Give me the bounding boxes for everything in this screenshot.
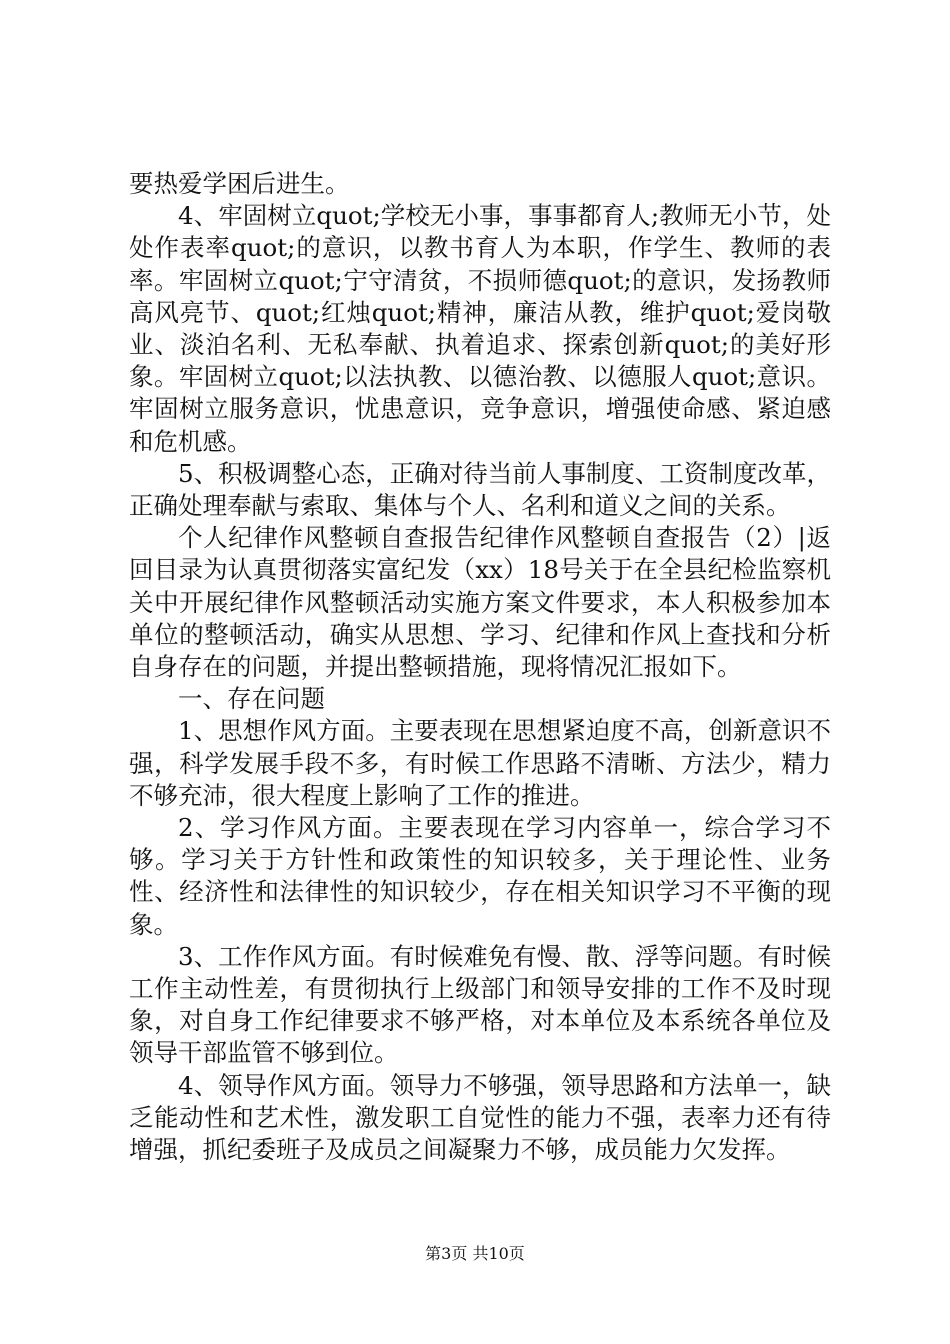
page-footer: 第3页 共10页 bbox=[425, 1244, 525, 1263]
paragraph-6: 2、学习作风方面。主要表现在学习内容单一，综合学习不够。学习关于方针性和政策性的知识较多，关于理论性、业务性、经济性和法律性的知识较少，存在相关知识学习不平衡的现象。 bbox=[129, 813, 831, 939]
paragraph-5: 1、思想作风方面。主要表现在思想紧迫度不高，创新意识不强，科学发展手段不多，有时候工作思路不清晰、方法少，精力不够充沛，很大程度上影响了工作的推进。 bbox=[129, 716, 831, 810]
paragraph-3: 5、积极调整心态，正确对待当前人事制度、工资制度改革，正确处理奉献与索取、集体与个人、名利和道义之间的关系。 bbox=[129, 458, 831, 521]
paragraph-2: 4、牢固树立quot;学校无小事，事事都育人;教师无小节，处处作表率quot;的意识，以教书育人为本职，作学生、教师的表率。牢固树立quot;宁守清贫，不损师德quot;的意识，发扬教师高风亮节、quot;红烛quot;精神，廉洁从教，维护quot;爱岗敬业、淡泊名利、无私奉献、执着追求、探索创新quot;的美好形象。牢固树立quot;以法执教、以德治教、以德服人quot;意识。牢固树立服务意识，忧患意识，竞争意识，增强使命感、紧迫感和危机感。 bbox=[129, 201, 831, 456]
paragraph-7: 3、工作作风方面。有时候难免有慢、散、浮等问题。有时候工作主动性差，有贯彻执行上级部门和领导安排的工作不及时现象，对自身工作纪律要求不够严格，对本单位及本系统各单位及领导干部监管不够到位。 bbox=[129, 941, 831, 1068]
document-body bbox=[129, 168, 831, 1166]
paragraph-8: 4、领导作风方面。领导力不够强，领导思路和方法单一，缺乏能动性和艺术性，激发职工自觉性的能力不强，表率力还有待增强，抓纪委班子及成员之间凝聚力不够，成员能力欠发挥。 bbox=[129, 1070, 831, 1165]
section-heading: 一、存在问题 bbox=[178, 684, 325, 714]
paragraph-1: 要热爱学困后进生。 bbox=[129, 169, 350, 198]
paragraph-4: 个人纪律作风整顿自查报告纪律作风整顿自查报告（2）|返回目录为认真贯彻落实富纪发（xx）18号关于在全县纪检监察机关中开展纪律作风整顿活动实施方案文件要求，本人积极参加本单位的整顿活动，确实从思想、学习、纪律和作风上查找和分析自身存在的问题，并提出整顿措施，现将情况汇报如下。 bbox=[129, 523, 831, 682]
